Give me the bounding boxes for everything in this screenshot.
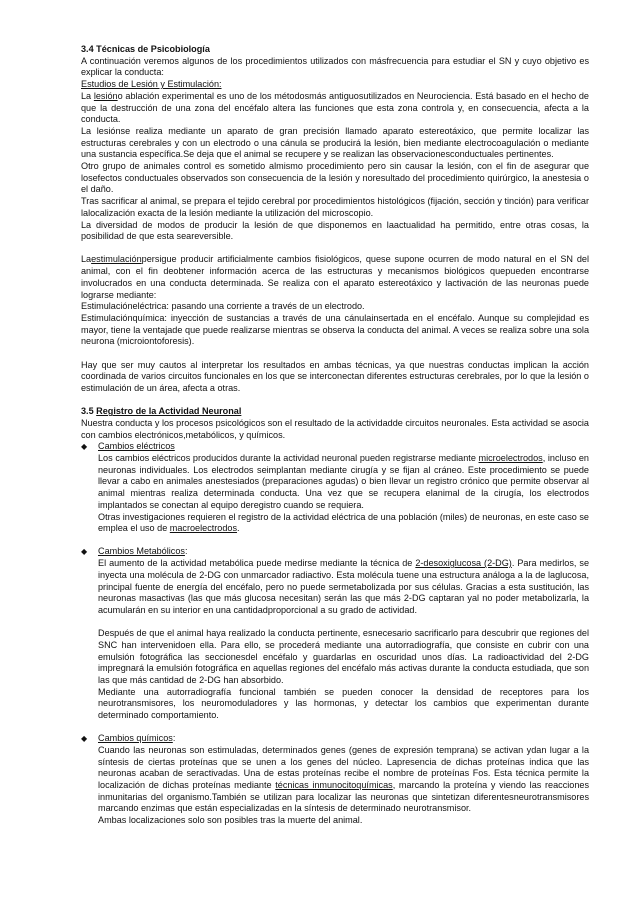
lesion-paragraph-2: La lesiónse realiza mediante un aparato de gran precisión llamado aparato estereotáxico, que permite localizar las estructuras cerebrales y con un electrodo o una cánula se producirá la lesión, bien mediante electrocoagulación o mediante una sustancia específica.Se deja que el animal se recupere y se realizan las observacionesconductuales pertinentes. (81, 125, 589, 160)
estimulacion-term: estimulación (91, 254, 142, 265)
microelectrodos-term: microelectrodos (478, 453, 543, 463)
document-body (81, 44, 589, 827)
list-item-cambios-quimicos (81, 733, 589, 827)
list-item-cambios-electricos (81, 441, 589, 535)
cambios-metabolicos-text-2: Después de que el animal haya realizado la conducta pertinente, esnecesario sacrificarlo para descubrir que regiones del SNC han intervenidoen ella. Para ello, se procederá mediante una autorradiografía, que consiste en cubrir con una emulsión fotográfica las seccionesdel encéfalo y guardarlas en oscuridad unos días. La radioactividad del 2-DG impregnará la emulsión fotográfica en aquellas regiones del encéfalo más activas durante la conducta estudiada, que son las que más cantidad de 2-DG han absorbido. (98, 628, 589, 685)
lesion-paragraph-1: La lesióno ablación experimental es uno de los métodosmás antiguosutilizados en Neurociencia. Está basado en el hecho de que la destrucción de una zona del encéfalo altera las funciones que esta zona controla y, en consecuencia, afecta a la conducta. (81, 90, 589, 125)
lesion-paragraph-4: Tras sacrificar al animal, se prepara el tejido cerebral por procedimientos histológicos (fijación, sección y tinción) para verificar lalocalización exacta de la lesión mediante la utilización del microscopio. (81, 196, 589, 218)
cambios-electricos-title: Cambios eléctricos (98, 441, 175, 452)
section-3-5-intro: Nuestra conducta y los procesos psicológicos son el resultado de la actividadde circuitos neuronales. Esta actividad se asocia con cambios electrónicos,metabólicos, y químicos. (81, 417, 589, 440)
cambios-quimicos-text-1: Cuando las neuronas son estimuladas, determinados genes (genes de expresión temprana) se activan ydan lugar a la síntesis de ciertas proteínas que se unen a los genes del núcleo. Lapresencia de dichas proteínas indica que las neuronas acaban de seractivadas. Una de estas proteínas recibe el nombre de proteínas Fos. Esta técnica permite la localización de dichas proteínas mediante técnicas inmunocitoquímicas, marcando la proteína y viendo las reacciones inmunitarias del organismo.También se utilizan para localizar las neuronas que sintetizan diferentesneurotransmisores marcando enzimas que están especializadas en la síntesis de determinado neurotransmisor. (98, 744, 589, 814)
cambios-metabolicos-title-line: Cambios Metabólicos: (98, 546, 188, 557)
macroelectrodos-term: macroelectrodos (169, 523, 238, 534)
cambios-quimicos-text-2: Ambas localizaciones solo son posibles tras la muerte del animal. (98, 815, 363, 826)
list-item-cambios-metabolicos (81, 546, 589, 721)
estimulacion-paragraph: Laestimulaciónpersigue producir artificialmente cambios fisiológicos, quese supone ocurren de modo natural en el SN del animal, con el fin deobtener información acerca de las estructuras y mecanismos biológicos quepueden encontrarse involucrados en una conducta determinada. Se realiza con el aparato estereotáxico y lactivación de las neuronas puede lograrse mediante: (81, 254, 589, 300)
lesion-term: lesión (93, 90, 118, 101)
section-3-4-intro: A continuación veremos algunos de los procedimientos utilizados con másfrecuencia para estudiar el SN y cuyo objetivo es explicar la conducta: (81, 55, 589, 78)
section-3-5-heading: 3.5 Registro de la Actividad Neuronal (81, 406, 242, 417)
cambios-metabolicos-text-3: Mediante una autorradiografía funcional también se pueden conocer la densidad de receptores para los neurotransmisores, los neuromoduladores y las hormonas, y detectar los cambios que experimentan durante determinado comportamiento. (98, 686, 589, 721)
diamond-bullet-icon: ◆ (81, 734, 88, 744)
diamond-bullet-icon: ◆ (81, 547, 88, 557)
desoxiglucosa-term: 2-desoxiglucosa (2-DG) (415, 558, 512, 569)
cambios-metabolicos-text-1: El aumento de la actividad metabólica puede medirse mediante la técnica de 2-desoxiglucosa (2-DG). Para medirlos, se inyecta una molécula de 2-DG con unmarcador radiactivo. Esta molécula tuene una estructura análoga a la de laglucosa, principal fuente de energía del encéfalo, pero no puede sermetabolizada por sus células. Gracias a esta sustitución, las neuronas masactivas (las que más glucosa necesitan) serán las que más 2-DG captaran yal no poder metabolizarla, la acumularán en su interior en una cantidadproporcional a su grado de actividad. (98, 558, 589, 615)
subheading-lesion-estimulacion: Estudios de Lesión y Estimulación: (81, 79, 222, 90)
cambios-electricos-text-2: Otras investigaciones requieren el registro de la actividad eléctrica de una población (miles) de neuronas, en este caso se emplea el uso de macroelectrodos. (98, 511, 589, 534)
lesion-paragraph-5: La diversidad de modos de producir la lesión de que disponemos en laactualidad ha permitido, entre otras cosas, la posibilidad de que esta seareversible. (81, 219, 589, 242)
cambios-quimicos-title-line: Cambios químicos: (98, 733, 176, 744)
caution-paragraph: Hay que ser muy cautos al interpretar los resultados en ambas técnicas, ya que nuestras conductas implican la acción coordinada de varios circuitos funcionales en los que se interconectan diferentes estructuras cerebrales, por lo que la lesión o estimulación de un área, afecta a otras. (81, 359, 589, 393)
cambios-electricos-text-1: Los cambios eléctricos producidos durante la actividad neuronal pueden registrarse mediante microelectrodos, incluso en neuronas individuales. Los electrodos seimplantan mediante cirugía y se fijan al cráneo. Este procedimiento se puede llevar a cabo en animales anestesiados (preparaciones agudas) o bien llevar un registro crónico que permite observar al animal mientras realiza determinada conducta. Una vez que se recupera elanimal de la cirugía, los electrodos implantados se conectan al equipo deregistro cuando se requiera. (98, 453, 589, 510)
inmunocitoquimicas-term: técnicas inmunocitoquímicas (275, 780, 393, 791)
estimulacion-quimica: Estimulaciónquímica: inyección de sustancias a través de una cánulainsertada en el encéfalo. Aunque su complejidad es mayor, tiene la ventajade que puede realizarse mientras se observa la conducta del animal. A veces se realiza sobre una sola neurona (microiontoforesis). (81, 312, 589, 347)
section-3-4-heading: 3.4 Técnicas de Psicobiología (81, 44, 210, 54)
diamond-bullet-icon: ◆ (81, 442, 88, 452)
estimulacion-electrica: Estimulacióneléctrica: pasando una corriente a través de un electrodo. (81, 301, 365, 312)
lesion-paragraph-3: Otro grupo de animales control es sometido almismo procedimiento pero sin causar la lesión, con el fin de asegurar que losefectos conductuales observados son consecuencia de la lesión y noresultado del procedimiento quirúrgico, la anestesia o el daño. (81, 161, 589, 195)
